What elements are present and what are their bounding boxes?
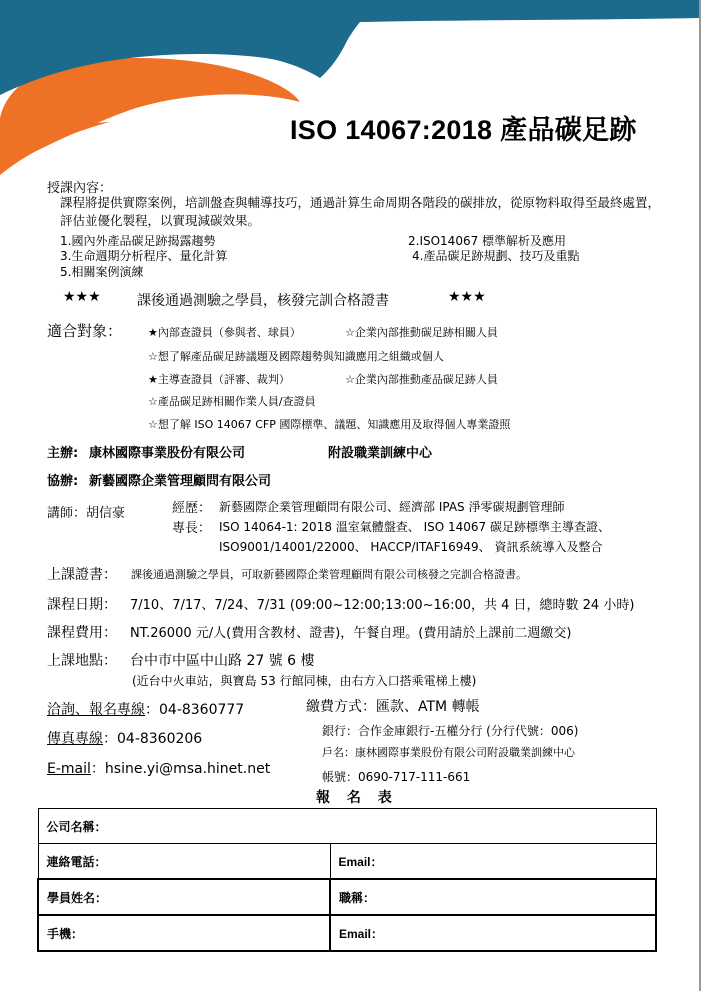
banner-stars-right: ★★★ <box>448 289 486 305</box>
email-field-1[interactable] <box>330 844 656 880</box>
audience-item-3: ☆想了解產品碳足跡議題及國際趨勢與知識應用之組織或個人 <box>148 350 444 363</box>
registration-form <box>37 808 657 952</box>
organizer-name: 康林國際事業股份有限公司 <box>89 446 246 461</box>
fax-label: 傳真專線 <box>47 731 103 747</box>
specialty-label: 專長： <box>172 521 212 536</box>
form-title: 報 名 表 <box>316 790 398 806</box>
location-note: (近台中火車站，與寶島 53 行館同棟，由右方入口搭乘電梯上樓) <box>132 674 477 688</box>
topic-5: 5.相關案例演練 <box>60 265 144 279</box>
fee-text: NT.26000 元/人(費用含教材、證書)，午餐自理。(費用請於上課前二週繳交) <box>130 626 572 641</box>
page-title: ISO 14067:2018 產品碳足跡 <box>290 115 637 145</box>
location-address: 台中市中區中山路 27 號 6 樓 <box>130 653 315 669</box>
mobile-field[interactable] <box>38 915 330 951</box>
course-heading: 授課內容： <box>47 181 113 196</box>
job-title-field[interactable] <box>330 879 656 915</box>
specialty-line-2: ISO9001/14001/22000、 HACCP/ITAF16949、 資訊系統導入及整合 <box>219 540 603 554</box>
audience-item-4: ★主導查證員（評審、裁判） <box>148 373 290 386</box>
contact-phone-label: 連絡電話： <box>46 854 107 869</box>
experience-text: 新藝國際企業管理顧問有限公司、經濟部 IPAS 淨零碳規劃管理師 <box>219 500 565 514</box>
topic-2: 2.ISO14067 標準解析及應用 <box>408 234 567 248</box>
banner-stars-left: ★★★ <box>63 289 101 305</box>
instructor-label: 講師：胡信豪 <box>47 506 126 521</box>
phone-row <box>47 699 244 719</box>
course-description: 課程將提供實際案例，培訓盤查與輔導技巧，通過計算生命周期各階段的碳排放，從原物料取得至最終處置，評估並優化製程，以實現減碳效果。 <box>60 195 661 228</box>
co-organizer-label: 協辦: <box>47 474 79 489</box>
topic-3: 3.生命週期分析程序、量化計算 <box>60 249 228 263</box>
student-name-field[interactable] <box>38 879 330 915</box>
email-label-2: Email： <box>339 926 384 941</box>
audience-item-2: ☆企業內部推動碳足跡相關人員 <box>345 326 498 339</box>
banner-text: 課後通過測驗之學員，核發完訓合格證書 <box>137 293 389 309</box>
co-organizer-name: 新藝國際企業管理顧問有限公司 <box>89 474 272 489</box>
payment-account-no: 帳號：0690-717-111-661 <box>322 770 471 784</box>
job-title-label: 職稱： <box>339 890 376 905</box>
phone-number: ：04-8360777 <box>145 702 245 718</box>
topic-4: 4.產品碳足跡規劃、技巧及重點 <box>412 249 580 263</box>
contact-phone-field[interactable] <box>38 844 330 880</box>
audience-item-5: ☆企業內部推動產品碳足跡人員 <box>345 373 498 386</box>
location-label: 上課地點： <box>47 653 117 669</box>
email-row <box>47 758 270 778</box>
audience-item-1: ★內部查證員（參與者、球員） <box>148 326 301 339</box>
fee-label: 課程費用： <box>47 625 117 641</box>
email-address: ：hsine.yi@msa.hinet.net <box>90 761 271 777</box>
audience-item-7: ☆想了解 ISO 14067 CFP 國際標準、議題、知識應用及取得個人專業證照 <box>148 418 511 431</box>
organizer-center: 附設職業訓練中心 <box>328 446 433 461</box>
email-label-1: Email： <box>338 854 383 869</box>
phone-label: 洽詢、報名專線 <box>47 702 145 718</box>
certificate-text: 課後通過測驗之學員，可取新藝國際企業管理顧問有限公司核發之完訓合格證書。 <box>131 568 527 581</box>
fax-row <box>47 728 202 748</box>
email-field-2[interactable] <box>330 915 656 951</box>
topic-1: 1.國內外產品碳足跡揭露趨勢 <box>60 234 216 248</box>
experience-label: 經歷： <box>172 501 212 516</box>
specialty-line-1: ISO 14064-1: 2018 溫室氣體盤查、 ISO 14067 碳足跡標準主導查證、 <box>219 520 610 534</box>
fax-number: ：04-8360206 <box>103 731 203 747</box>
company-name-label: 公司名稱： <box>46 819 107 834</box>
payment-method: 繳費方式：匯款、ATM 轉帳 <box>306 699 480 715</box>
company-name-field[interactable] <box>38 809 656 844</box>
email-label: E-mail <box>47 761 91 777</box>
student-name-label: 學員姓名： <box>47 890 108 905</box>
payment-bank: 銀行：合作金庫銀行-五權分行 (分行代號：006) <box>322 724 579 738</box>
header-decoration <box>0 0 701 200</box>
schedule-text: 7/10、7/17、7/24、7/31 (09:00~12:00;13:00~16:00，共 4 日，總時數 24 小時) <box>130 598 635 613</box>
audience-item-6: ☆產品碳足跡相關作業人員/查證員 <box>148 395 316 408</box>
audience-label: 適合對象： <box>47 322 123 340</box>
certificate-label: 上課證書： <box>47 567 117 583</box>
schedule-label: 課程日期： <box>47 597 117 613</box>
mobile-label: 手機： <box>47 926 84 941</box>
organizer-label: 主辦: <box>47 446 79 461</box>
payment-account-name: 戶名：康林國際事業股份有限公司附設職業訓練中心 <box>322 746 575 759</box>
